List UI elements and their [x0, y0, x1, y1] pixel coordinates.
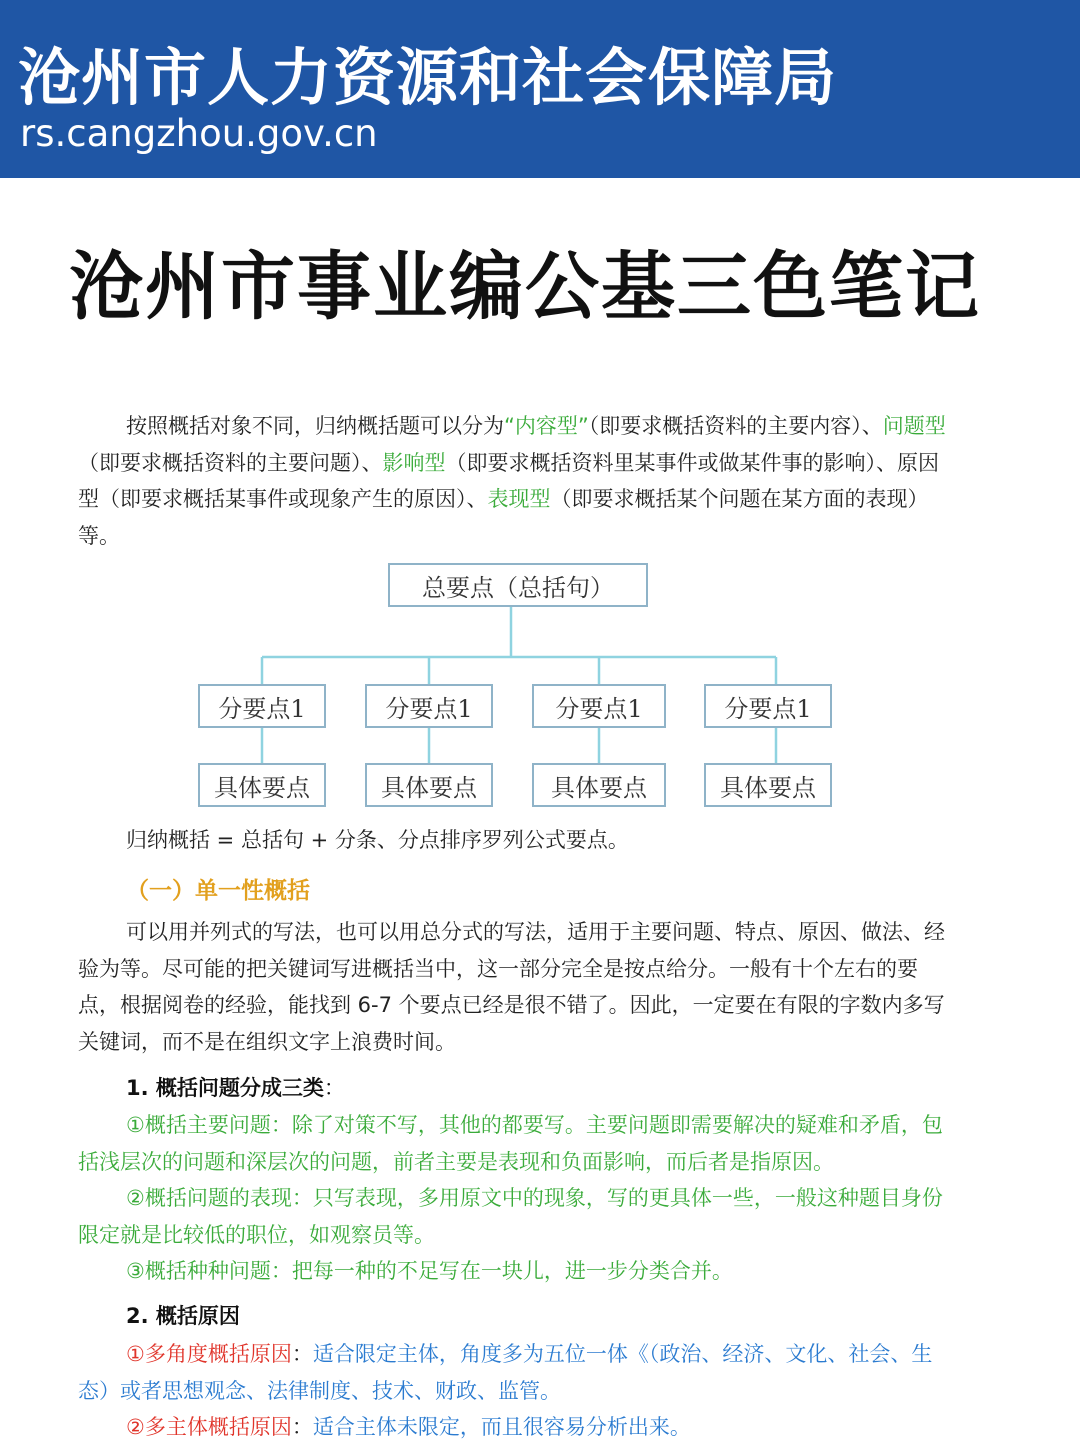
- subheading-colon: ：: [323, 1076, 345, 1100]
- diagram-leaf-node: 具体要点: [532, 763, 666, 807]
- diagram-branch-node: 分要点1: [198, 684, 326, 728]
- summary-diagram: [180, 560, 860, 812]
- page-title: 沧州市事业编公基三色笔记: [69, 244, 981, 330]
- problem-item-2: ②概括问题的表现：只写表现，多用原文中的现象，写的更具体一些，一般这种题目身份限定就是比较低的职位，如观察员等。: [78, 1186, 943, 1247]
- subheading-problems-text: 1. 概括问题分成三类: [126, 1076, 324, 1100]
- header-banner: [0, 0, 1080, 178]
- summary-formula: 归纳概括 = 总括句 + 分条、分点排序罗列公式要点。: [126, 828, 629, 852]
- term-manifest-type: 表现型: [487, 487, 551, 511]
- section-heading-single: （一）单一性概括: [126, 878, 310, 904]
- cause-item-2-colon: ：: [291, 1415, 313, 1439]
- subheading-causes: 2. 概括原因: [126, 1304, 240, 1328]
- diagram-leaf-node: 具体要点: [365, 763, 493, 807]
- subheading-problems: [126, 1072, 345, 1102]
- problem-item-1: ①概括主要问题：除了对策不写，其他的都要写。主要问题即需要解决的疑难和矛盾，包括浅层次的问题和深层次的问题，前者主要是表现和负面影响，而后者是指原因。: [78, 1113, 943, 1174]
- cause-item-1-colon: ：: [291, 1342, 313, 1366]
- diagram-leaf-node: 具体要点: [198, 763, 326, 807]
- intro-text-1: 按照概括对象不同，归纳概括题可以分为: [126, 414, 504, 438]
- cause-item-1-label: ①多角度概括原因: [126, 1342, 292, 1366]
- cause-item-1: [78, 1336, 958, 1409]
- intro-paragraph: [78, 408, 958, 554]
- intro-text-3: （即要求概括资料的主要问题）、: [78, 450, 383, 475]
- cause-item-2: [78, 1409, 958, 1439]
- section1-body: 可以用并列式的写法，也可以用总分式的写法，适用于主要问题、特点、原因、做法、经验为等。尽可能的把关键词写进概括当中，这一部分完全是按点给分。一般有十个左右的要点，根据阅卷的经验，能找到 6-7 个要点已经是很不错了。因此，一定要在有限的字数内多写关键词，而不是在组织文字上浪费时间。: [78, 920, 945, 1054]
- term-impact-type: 影响型: [382, 450, 446, 475]
- intro-text-4: （即要求概括资料里某事件或做某件事的影响）、原因型（即要求概括某事件或现象产生的原因）、: [78, 450, 939, 511]
- term-problem-type: 问题型: [882, 414, 946, 438]
- problem-item-3: ③概括种种问题：把每一种的不足写在一块儿，进一步分类合并。: [126, 1259, 733, 1283]
- site-url[interactable]: rs.cangzhou.gov.cn: [20, 112, 378, 155]
- diagram-branch-node: 分要点1: [365, 684, 493, 728]
- cause-item-2-text: 适合主体未限定，而且很容易分析出来。: [312, 1415, 691, 1439]
- diagram-leaf-node: 具体要点: [704, 763, 832, 807]
- cause-item-1-text: 适合限定主体，角度多为五位一体《（政治、经济、文化、社会、生态）或者思想观念、法律制度、技术、财政、监管。: [78, 1342, 933, 1403]
- diagram-branch-node: 分要点1: [704, 684, 832, 728]
- cause-item-2-label: ②多主体概括原因: [126, 1415, 292, 1439]
- diagram-branch-node: 分要点1: [532, 684, 666, 728]
- diagram-root-node: 总要点（总括句）: [388, 563, 648, 607]
- intro-text-5: （即要求概括某个问题在某方面的表现）等。: [78, 487, 929, 548]
- intro-text-2: （即要求概括资料的主要内容）、: [588, 414, 883, 438]
- term-content-type: “内容型”: [504, 414, 589, 438]
- org-name: 沧州市人力资源和社会保障局: [18, 41, 838, 114]
